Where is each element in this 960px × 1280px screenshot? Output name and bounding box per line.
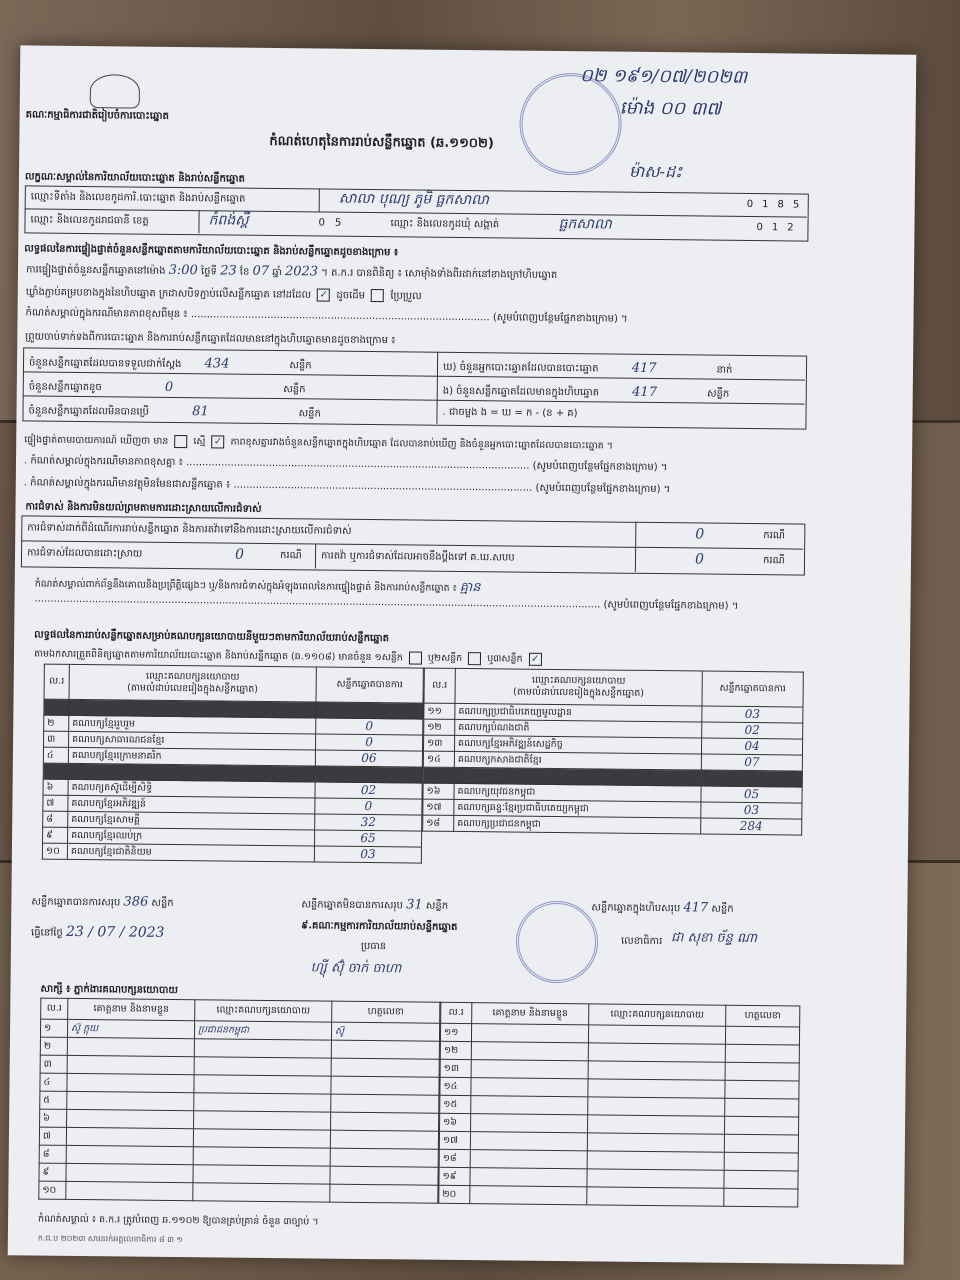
row-unit: សន្លឹក: [298, 408, 321, 420]
witness-number: ១១: [440, 1023, 471, 1041]
code-digit: 5: [792, 199, 809, 211]
code-digit: 5: [334, 217, 352, 229]
time-line: [26, 261, 557, 283]
day-value: 23: [220, 263, 237, 279]
witness-name: [471, 1114, 588, 1133]
witness-name: [67, 1091, 194, 1110]
party-number: ២: [44, 715, 69, 731]
emblem-logo-icon: [90, 74, 140, 109]
party-name: គណបក្សបំណងជាតិ: [455, 719, 702, 738]
party-number: ១១: [424, 703, 455, 719]
party-votes: 07: [701, 754, 802, 771]
party-name: គណបក្សខ្មែរឈប់ក្រ: [68, 827, 315, 846]
col-party-header: ឈ្មោះគណបក្សនយោបាយ: [195, 1000, 332, 1022]
row-unit: សន្លឹក: [706, 388, 730, 400]
witness-table-left: [38, 998, 440, 1204]
party-votes: 284: [701, 818, 802, 835]
party-name: គណបក្សប្រជាជនកម្ពុជា: [454, 815, 701, 834]
col-sig-header: ហត្ថលេខា: [726, 1005, 800, 1027]
note-label: កំណត់សម្គាល់ក្នុងករណីមានភាពខុសពីមុន ៖: [25, 307, 188, 321]
col-no-header: ល.រ: [424, 668, 455, 703]
note-a-line: . កំណត់សម្គាល់ក្នុងករណីមានភាពខុសគ្នា ៖ ............................................................................................................ (សូមបំពេញបន្ថែមផ្នែកខាងក្រោម) ។: [23, 455, 668, 474]
code-digit: 1: [762, 199, 778, 211]
witness-number: ១: [40, 1019, 67, 1037]
witness-name: [470, 1150, 587, 1169]
witness-signature: [331, 1094, 439, 1113]
witness-name: [67, 1037, 194, 1056]
witness-number: ៨: [39, 1145, 66, 1163]
witness-party: [193, 1165, 330, 1184]
handwritten-received-time: ម៉ោង ០០ ៣៧: [619, 97, 722, 120]
party-name: គណបក្សប្រជាធិបតេយ្យមូលដ្ឋាន: [455, 703, 702, 722]
witness-number: ១២: [440, 1041, 471, 1059]
party-name: គណបក្សតស៊ូដើម្បីសិទ្ធិ: [68, 779, 315, 798]
time-label: ការផ្ទៀងផ្ទាត់ចំនួនសន្លឹកឆ្នោតនៅម៉ោង: [25, 264, 166, 277]
witness-row: [439, 1185, 798, 1207]
note-b-hint: (សូមបំពេញបន្ថែមផ្នែកខាងក្រោម) ។: [535, 482, 671, 496]
witness-signature: [725, 1062, 799, 1081]
witness-party: [194, 1093, 331, 1112]
witness-party: ប្រជាជនកម្ពុជា: [194, 1021, 331, 1040]
witness-signature: [331, 1058, 439, 1077]
total-valid-unit: សន្លឹក: [151, 897, 174, 909]
voters-row: [443, 359, 733, 378]
witness-number: ១៨: [439, 1149, 470, 1167]
witness-number: ៤: [40, 1073, 67, 1091]
party-name: គណបក្សសាធារណជនខ្មែរ: [69, 731, 316, 750]
witness-signature: [330, 1148, 438, 1167]
party-votes: 65: [314, 830, 421, 847]
col-sig-header: ហត្ថលេខា: [332, 1001, 440, 1023]
witness-signature: [725, 1026, 799, 1045]
party-number: ១០: [42, 843, 67, 859]
complaint-row-3-value: 0: [694, 551, 705, 568]
party-name: គណបក្សខ្មែរក្រោមនាគរិក: [68, 747, 315, 766]
witness-number: ១៥: [440, 1095, 471, 1113]
extra-hint-line: .................................................................................................................................................................................. (សូមបំពេញបន្ថែមផ្នែកខាងក្រោម) ។: [34, 593, 739, 612]
col-name-header: គោត្តនាម និងនាមខ្លួន: [472, 1003, 589, 1025]
spoiled-row: [29, 378, 306, 397]
station-label: ឈ្មោះទីតាំង និងលេខកូដការិ.បោះឆ្នោត និងរាប់សន្លឹកឆ្នោត: [30, 191, 246, 205]
complaint-row-1-value: 0: [695, 526, 705, 543]
witness-party: [588, 1025, 725, 1044]
witness-heading: សាក្សី ៖ ភ្នាក់ងារគណបក្សនយោបាយ: [40, 983, 178, 997]
party-results-right: [422, 668, 804, 836]
month-value: 07: [252, 263, 270, 279]
witness-number: ៣: [40, 1055, 67, 1073]
province-label: ឈ្មោះ និងលេខកូដរាជធានី ខេត្ត: [30, 214, 149, 227]
party-number: [43, 763, 68, 779]
code-digit: 0: [756, 222, 772, 234]
witness-signature: [331, 1112, 439, 1131]
row-label: ឃ) ចំនួនអ្នកបោះឆ្នោតដែលបានបោះឆ្នោត: [442, 361, 599, 375]
total-invalid-value: 31: [406, 897, 423, 913]
total-box-label: សន្លឹកឆ្នោតក្នុងហិបសរុប: [591, 902, 681, 915]
party-number: [423, 767, 454, 783]
witness-name: [471, 1060, 588, 1079]
commune-code: [756, 222, 802, 235]
witness-signature: [724, 1170, 798, 1189]
col-votes-header: សន្លឹកឆ្នោតបានការ: [316, 667, 423, 703]
witness-number: ៦: [40, 1109, 67, 1127]
row-unit: នាក់: [716, 364, 733, 376]
commune-label: ឈ្មោះ និងលេខកូដឃុំ សង្កាត់: [390, 218, 500, 231]
seal-line: [26, 285, 422, 303]
in-box-row: [443, 383, 730, 402]
handwritten-side-note: ម៉ាស-ដះ: [628, 161, 683, 182]
witness-party: [193, 1183, 330, 1202]
witness-signature: [331, 1040, 439, 1059]
secretary-label: លេខាធិការ: [620, 935, 663, 948]
party-row: [42, 843, 421, 863]
col-party-sub: (តាមលំដាប់លេខរៀងក្នុងសន្លឹកឆ្នោត): [513, 686, 645, 699]
row-label: ចំនួនសន្លឹកឆ្នោតខូច: [28, 381, 102, 394]
form-title: កំណត់ហេតុនៃការរាប់សន្លឹកឆ្នោត (ឆ.១១០២): [269, 133, 494, 152]
witness-signature: [330, 1130, 438, 1149]
row-value: 417: [631, 360, 657, 377]
section3-heading: ការជំទាស់ និងការមិនយល់ព្រមតាមការដោះស្រាយលើការជំទាស់: [25, 501, 262, 515]
checkbox-two-sheets[interactable]: [468, 652, 481, 665]
province-code: [318, 217, 351, 230]
witness-number: ១៧: [439, 1131, 470, 1149]
total-box-unit: សន្លឹក: [711, 903, 734, 915]
code-digit: 8: [777, 199, 793, 211]
party-number: ៤: [43, 747, 68, 763]
witness-party: [587, 1187, 724, 1206]
party-votes: 03: [701, 802, 802, 819]
witness-number: ១០: [39, 1181, 66, 1199]
chair-label: ប្រធាន: [360, 940, 387, 953]
commune-value: ធ្លកសាលា: [558, 215, 612, 233]
witness-name: [470, 1168, 587, 1187]
witness-number: ៩: [39, 1163, 66, 1181]
party-votes: 05: [701, 786, 802, 803]
witness-name: [471, 1024, 588, 1043]
party-votes: 06: [315, 750, 422, 767]
unused-row: [28, 402, 321, 421]
total-box-value: 417: [683, 900, 709, 916]
opt-two-sheets-label: ឬ២សន្លឹក: [427, 652, 463, 665]
row-label: ង) ចំនួនសន្លឹកឆ្នោតដែលមានក្នុងហិបឆ្នោត: [442, 385, 600, 399]
row-label: ចំនួនសន្លឹកឆ្នោតដែលបានទទួលជាក់ស្ដែង: [28, 357, 182, 371]
secretary-signature: ជា សុខា ច័ន្ទ ណា: [670, 930, 758, 947]
witness-name: [66, 1181, 193, 1200]
party-row: [423, 815, 802, 835]
witness-party: [194, 1057, 331, 1076]
witness-party: [194, 1111, 331, 1130]
code-digit: 1: [771, 222, 788, 234]
party-name: គណបក្សយុវជនកម្ពុជា: [454, 783, 701, 802]
party-number: ១៧: [423, 799, 454, 815]
total-valid-label: សន្លឹកឆ្នោតបានការសរុប: [31, 896, 121, 909]
party-votes: 03: [314, 846, 421, 863]
witness-name: [67, 1109, 194, 1128]
witness-signature: [724, 1134, 798, 1153]
org-name: គណៈកម្មាធិការជាតិរៀបចំការបោះឆ្នោត: [25, 109, 169, 122]
witness-signature: ស៊ូ: [331, 1022, 439, 1041]
total-invalid-label: សន្លឹកឆ្នោតមិនបានការសរុប: [301, 899, 403, 912]
code-digit: 2: [787, 222, 803, 234]
compare-line: [24, 433, 613, 452]
party-name: គណបក្សខ្មែរជាតិនិយម: [67, 843, 314, 862]
witness-number: ២០: [439, 1185, 470, 1203]
party-name: គណបក្សខ្មែរអភិវឌ្ឍន៍: [68, 795, 315, 814]
chair-signature: ហ្ស៊ី ស៊ុំ ចាក់ ចាហា: [310, 960, 402, 977]
note-b-line: . កំណត់សម្គាល់ក្នុងករណីមានវត្ថុមិនមែនជាសន្លឹកឆ្នោត ៖ .............................................................................................. (សូមបំពេញបន្ថែមផ្នែកខាងក្រោម) ។: [23, 477, 671, 496]
date-value: 23 / 07 / 2023: [65, 923, 165, 941]
year-label: ឆ្នាំ: [272, 266, 282, 279]
party-name: គណបក្សកសាងជាតិខ្មែរ: [454, 751, 701, 770]
witness-signature: [330, 1166, 438, 1185]
handwritten-received-date: ០២ ១៩១/០៧/២០២៣: [579, 65, 748, 88]
party-number: ៩: [43, 827, 68, 843]
witness-number: ៥: [40, 1091, 67, 1109]
row-unit: សន្លឹក: [283, 384, 306, 396]
checkbox-one-sheet[interactable]: [409, 651, 422, 664]
party-number: ១៣: [423, 735, 454, 751]
committee-stamp-icon: [516, 901, 599, 984]
witness-name: [470, 1186, 587, 1205]
compare-equal-label: ស្មើ: [193, 436, 206, 448]
witness-signature: [724, 1116, 798, 1135]
witness-number: ១៤: [440, 1077, 471, 1095]
witness-name: [67, 1073, 194, 1092]
row-unit: សន្លឹក: [289, 360, 312, 372]
witness-party: [587, 1151, 724, 1170]
complaint-row-2-unit: ករណី: [279, 550, 302, 562]
party-number: ១២: [424, 719, 455, 735]
note-a-label: . កំណត់សម្គាល់ក្នុងករណីមានភាពខុសគ្នា ៖: [23, 455, 184, 469]
party-votes: [316, 702, 423, 719]
party-name: គណបក្សខ្មែររួបរួម: [69, 715, 316, 734]
row-value: 81: [192, 404, 209, 420]
opt-three-sheets-label: ឬ៣សន្លឹក: [487, 653, 523, 665]
witness-name: [471, 1096, 588, 1115]
checkbox-same-checked[interactable]: ✓: [317, 288, 330, 301]
witness-signature: [331, 1076, 439, 1095]
col-votes-header: សន្លឹកឆ្នោតបានការ: [702, 671, 803, 707]
complaint-row-1-unit: ករណី: [763, 530, 786, 542]
official-stamp-icon: [519, 73, 622, 176]
witness-party: [588, 1097, 725, 1116]
code-digit: 0: [746, 198, 763, 211]
party-votes: 0: [316, 718, 423, 735]
col-party-header: [69, 664, 316, 702]
witness-party: [194, 1039, 331, 1058]
complaint-row-2-value: 0: [234, 546, 245, 563]
party-number: ១៦: [423, 783, 454, 799]
total-invalid-unit: សន្លឹក: [425, 900, 449, 912]
extra-value: គ្មាន: [459, 579, 481, 596]
date-line: [31, 924, 165, 943]
witness-party: [588, 1061, 725, 1080]
party-number: ៣: [44, 731, 69, 747]
total-valid-value: 386: [123, 894, 149, 910]
party-number: ៧: [43, 795, 68, 811]
party-votes: [701, 770, 802, 787]
party-votes: 03: [702, 706, 803, 723]
party-votes: 0: [315, 798, 422, 815]
complaint-row-1-label: ការជំទាស់ដាក់ពីដំណើរការរាប់សន្លឹកឆ្នោត និងការតវ៉ាទៅនឹងការដោះស្រាយលើការជំទាស់: [27, 522, 352, 537]
election-form-sheet: [8, 45, 917, 1264]
witness-signature: [330, 1184, 438, 1203]
checkbox-three-sheets-checked[interactable]: ✓: [529, 653, 542, 666]
witness-party: [193, 1129, 330, 1148]
party-number: ៨: [43, 811, 68, 827]
witness-name: [66, 1145, 193, 1164]
witness-name: [471, 1042, 588, 1061]
witness-signature: [724, 1152, 798, 1171]
time-value: 3:00: [168, 262, 198, 279]
party-votes: 04: [701, 738, 802, 755]
extra-hint: (សូមបំពេញបន្ថែមផ្នែកខាងក្រោម) ។: [603, 599, 739, 612]
witness-signature: [724, 1188, 798, 1207]
province-value: កំពង់ស្ពឺ: [208, 212, 249, 229]
party-votes: [315, 766, 422, 783]
witness-number: ១៦: [440, 1113, 471, 1131]
section4-heading: លទ្ធផលនៃការរាប់សន្លឹកឆ្នោតសម្រាប់គណបក្សនយោបាយនីមួយៗតាមការិយាល័យរាប់សន្លឹកឆ្នោត: [34, 629, 390, 645]
row-value: 0: [164, 379, 174, 395]
seal-text: ឃ្លាំងភ្ជាប់គម្របខាងក្នុងនៃហិបឆ្នោត ក្រដាសបិទភ្ជាប់លើសន្លឹកឆ្នោត នៅដដែល: [25, 286, 312, 301]
day-label: ថ្ងៃទី: [200, 266, 217, 278]
year-value: 2023: [284, 264, 319, 280]
checkbox-difference-checked[interactable]: ✓: [211, 435, 224, 448]
party-name: គណបក្សឆន្ទៈខ្មែរប្រជាធិបតេយ្យកម្ពុជា: [454, 799, 701, 818]
formula-row: . ជាចម្លង ង = ឃ = ក - (ខ + គ): [442, 406, 578, 420]
party-number: ១៤: [423, 751, 454, 767]
col-no-header: ល.រ: [441, 1002, 472, 1023]
extra-label: កំណត់សម្គាល់ពាក់ព័ន្ធនឹងគោលនិងប្រព្រឹត្តិផ្សេងៗ ឬ/និងការជំទាស់ក្នុងអំឡុងពេលនៃការផ្ទៀងផ្ទាត់ និងការរាប់សន្លឹកឆ្នោត ៖: [34, 578, 457, 594]
col-name-header: គោត្តនាម និងនាមខ្លួន: [68, 998, 195, 1020]
committee-label: ៩.គណៈកម្មការការិយាល័យរាប់សន្លឹកឆ្នោត: [301, 920, 458, 933]
col-party-header: [455, 668, 702, 706]
section4-sub: [34, 648, 545, 666]
witness-signature: [725, 1098, 799, 1117]
witness-name: [67, 1055, 194, 1074]
witness-signature: [725, 1044, 799, 1063]
complaint-row-3-label: ការតវ៉ា ឬការជំទាស់ដែលអាចនឹងប្ដឹងទៅ គ.ឃ.សបប: [320, 550, 515, 564]
section4-sub-text: តាមឯកសារត្រួតពិនិត្យឆ្នោតតាមការិយាល័យបោះឆ្នោត និងរាប់សន្លឹកឆ្នោត (ឆ.១១០៨) មានចំនួន ១សន្លឹក: [33, 648, 403, 664]
witness-party: [588, 1043, 725, 1062]
date-label: ធ្វើនៅថ្ងៃ: [31, 927, 63, 939]
checkbox-equal[interactable]: [174, 435, 187, 448]
received-row: [29, 354, 312, 373]
witness-number: ២: [40, 1037, 67, 1055]
witness-party: [588, 1115, 725, 1134]
compare-diff-text: ភាពខុសគ្នារវាងចំនួនសន្លឹកឆ្នោតក្នុងហិបឆ្នោត ដែលបានរាប់ឃើញ និងចំនួនអ្នកបោះឆ្នោតដែលបានបោះឆ្នោត ។: [230, 436, 614, 452]
party-votes: 0: [315, 734, 422, 751]
witness-name: [66, 1127, 193, 1146]
station-value: សាលា បុណ្យ ភូមិ ធ្លកសាលា: [338, 190, 489, 209]
party-votes: 02: [702, 722, 803, 739]
summary-heading: ព្រួយចាប់ទាក់ទងពីការបោះឆ្នោត និងការរាប់សន្លឹកឆ្នោតដែលមាននៅក្នុងហិបឆ្នោតមានដូចខាងក្រោម ៖: [25, 331, 396, 347]
witness-signature: [725, 1080, 799, 1099]
totals-box: [591, 899, 733, 917]
check-other-label: ប្រែប្រួល: [390, 290, 422, 303]
checkbox-changed[interactable]: [371, 289, 384, 302]
witness-table-right: [438, 1002, 800, 1208]
witness-number: ១៩: [439, 1167, 470, 1185]
witness-name: [471, 1078, 588, 1097]
totals-line: [31, 894, 173, 912]
witness-party: [587, 1133, 724, 1152]
footer-print: ក.ជ.ប ២០២៣ សារនរក់អគ្គលេខាធិការ ៨ ៣ ១: [37, 1233, 183, 1245]
witness-party: [193, 1147, 330, 1166]
party-number: ៦: [43, 779, 68, 795]
col-party-title: ឈ្មោះគណបក្សនយោបាយ: [531, 674, 626, 687]
section2-heading: លទ្ធផលនៃការផ្ទៀងផ្ទាត់ចំនួនសន្លឹកឆ្នោតតាមការិយាល័យបោះឆ្នោត និងរាប់សន្លឹកឆ្នោតដូចខាងក្រោម ៖: [24, 243, 399, 259]
witness-number: ១៣: [440, 1059, 471, 1077]
party-votes: 02: [315, 782, 422, 799]
check-same-label: ដូចដើម: [336, 290, 366, 302]
code-digit: 0: [318, 217, 335, 229]
complaint-row-2-label: ការជំទាស់ដែលបានដោះស្រាយ: [26, 547, 143, 560]
totals-invalid: [301, 896, 448, 914]
party-number: ១៨: [423, 815, 454, 831]
row-label: ចំនួនសន្លឹកឆ្នោតដែលមិនបានប្រើ: [28, 405, 150, 418]
note-a-hint: (សូមបំពេញបន្ថែមផ្នែកខាងក្រោម) ។: [532, 460, 668, 474]
witness-party: [588, 1079, 725, 1098]
witness-party: [587, 1169, 724, 1188]
witness-row: [39, 1181, 438, 1203]
party-results-left: [42, 664, 424, 864]
col-no-header: ល.រ: [44, 664, 69, 699]
row-value: 434: [204, 356, 230, 372]
witness-number: ៧: [39, 1127, 66, 1145]
note-b-label: . កំណត់សម្គាល់ក្នុងករណីមានវត្ថុមិនមែនជាសន្លឹកឆ្នោត ៖: [23, 477, 231, 491]
month-label: ខែ: [239, 266, 250, 278]
complaint-row-3-unit: ករណី: [762, 555, 785, 567]
party-votes: 32: [315, 814, 422, 831]
party-name: គណបក្សខ្មែរអភិវឌ្ឍន៍សេដ្ឋកិច្ច: [454, 735, 701, 754]
col-no-header: ល.រ: [41, 998, 68, 1019]
article-text: ។ ត.ក.រ បានពិនិត្យ ៖ សោម៉ាំងទាំងពីរដាក់នៅខាងក្រៅហិបឆ្នោត: [321, 267, 558, 281]
col-party-title: ឈ្មោះគណបក្សនយោបាយ: [145, 670, 240, 683]
note-line: កំណត់សម្គាល់ក្នុងករណីមានភាពខុសពីមុន ៖ .............................................................................................. (សូមបំពេញបន្ថែមផ្នែកខាងក្រោម) ។: [25, 307, 628, 325]
row-value: 417: [632, 384, 658, 401]
witness-party: [194, 1075, 331, 1094]
party-name: គណបក្សខ្មែរសាមគ្គី: [68, 811, 315, 830]
station-code: [747, 199, 809, 212]
col-party-header: ឈ្មោះគណបក្សនយោបាយ: [589, 1004, 726, 1026]
witness-name: [66, 1163, 193, 1182]
compare-text: ផ្ទៀងផ្ទាត់តាមរបាយការណ៍ ឃើញថា មាន: [24, 434, 169, 447]
witness-name: ស៊ូ ក្ដុយ: [67, 1019, 194, 1038]
note-hint: (សូមបំពេញបន្ថែមផ្នែកខាងក្រោម) ។: [492, 312, 628, 325]
section1-heading: លក្ខណៈសម្គាល់នៃការិយាល័យបោះឆ្នោត និងរាប់សន្លឹកឆ្នោត: [24, 171, 245, 185]
witness-name: [470, 1132, 587, 1151]
party-number: [44, 699, 69, 715]
col-party-sub: (តាមលំដាប់លេខរៀងក្នុងសន្លឹកឆ្នោត): [127, 682, 259, 695]
footer-note: កំណត់សម្គាល់ ៖ ត.ក.រ ត្រូវបំពេញ ឆ.១១០២ ឱ្យបានគ្រប់គ្រាន់ ចំនួន ៣ច្បាប់ ។: [38, 1213, 319, 1228]
